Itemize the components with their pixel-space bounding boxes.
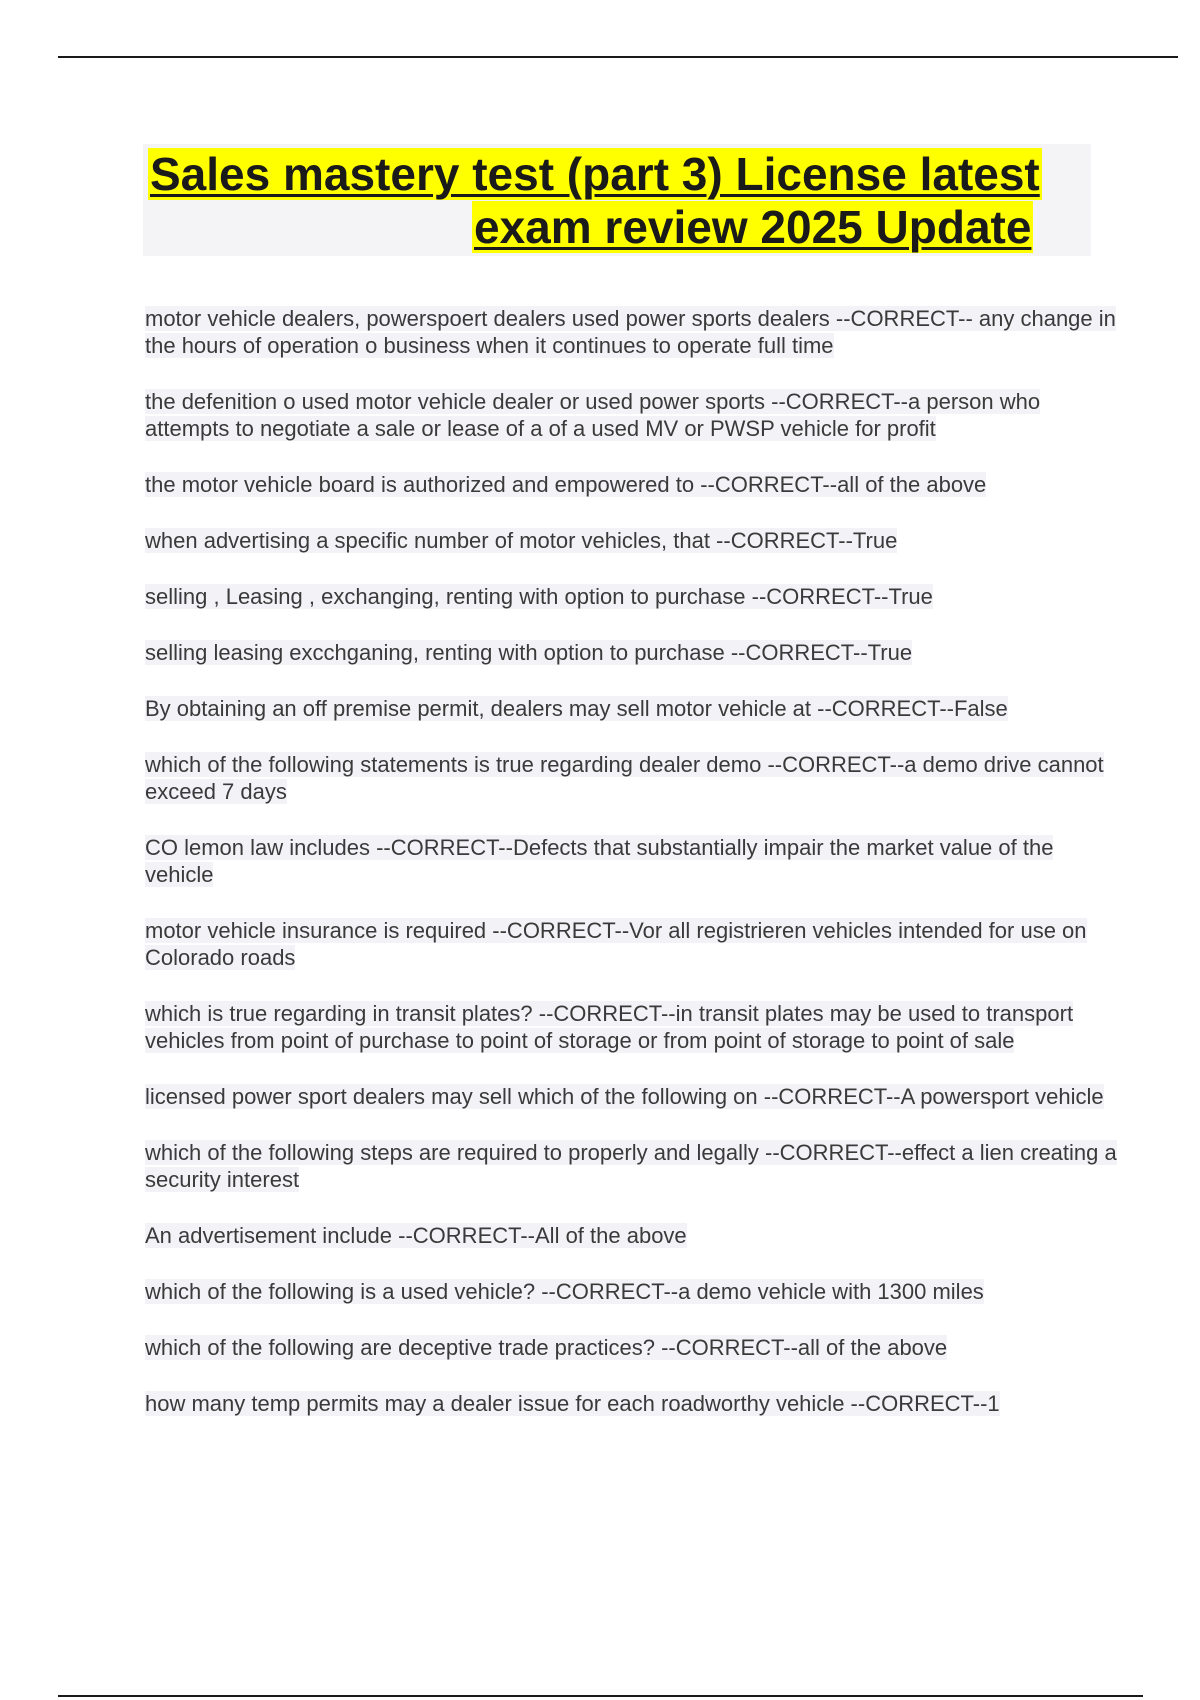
qa-item: which of the following statements is true regarding dealer demo --CORRECT--a demo drive cannot exceed 7 days: [145, 752, 1104, 804]
qa-item: An advertisement include --CORRECT--All of the above: [145, 1223, 687, 1248]
qa-item: the motor vehicle board is authorized and empowered to --CORRECT--all of the above: [145, 472, 987, 497]
qa-item: licensed power sport dealers may sell which of the following on --CORRECT--A powersport vehicle: [145, 1084, 1104, 1109]
qa-item: CO lemon law includes --CORRECT--Defects that substantially impair the market value of the vehicle: [145, 835, 1054, 887]
top-rule: [58, 56, 1178, 58]
document-title-line-1: Sales mastery test (part 3) License latest: [150, 148, 1040, 200]
qa-item: the defenition o used motor vehicle dealer or used power sports --CORRECT--a person who attempts to negotiate a sale or lease of a of a used MV or PWSP vehicle for profit: [145, 389, 1041, 441]
qa-item: motor vehicle insurance is required --CORRECT--Vor all registrieren vehicles intended for use on Colorado roads: [145, 918, 1087, 970]
qa-item: which of the following is a used vehicle? --CORRECT--a demo vehicle with 1300 miles: [145, 1279, 984, 1304]
qa-item: motor vehicle dealers, powerspoert dealers used power sports dealers --CORRECT-- any change in the hours of operation o business when it continues to operate full time: [145, 306, 1116, 358]
document-title-line-2: exam review 2025 Update: [474, 201, 1032, 253]
qa-item: selling leasing excchganing, renting with option to purchase --CORRECT--True: [145, 640, 913, 665]
qa-item: how many temp permits may a dealer issue for each roadworthy vehicle --CORRECT--1: [145, 1391, 1000, 1416]
qa-item: which of the following steps are required to properly and legally --CORRECT--effect a lien creating a security interest: [145, 1140, 1117, 1192]
qa-item: which of the following are deceptive trade practices? --CORRECT--all of the above: [145, 1335, 948, 1360]
qa-item: which is true regarding in transit plates? --CORRECT--in transit plates may be used to transport vehicles from point of purchase to point of storage or from point of storage to point of sale: [145, 1001, 1074, 1053]
bottom-rule: [58, 1695, 1143, 1697]
qa-item: selling , Leasing , exchanging, renting with option to purchase --CORRECT--True: [145, 584, 933, 609]
qa-item: when advertising a specific number of motor vehicles, that --CORRECT--True: [145, 528, 898, 553]
qa-item: By obtaining an off premise permit, dealers may sell motor vehicle at --CORRECT--False: [145, 696, 1008, 721]
qa-list: [145, 305, 1125, 1446]
